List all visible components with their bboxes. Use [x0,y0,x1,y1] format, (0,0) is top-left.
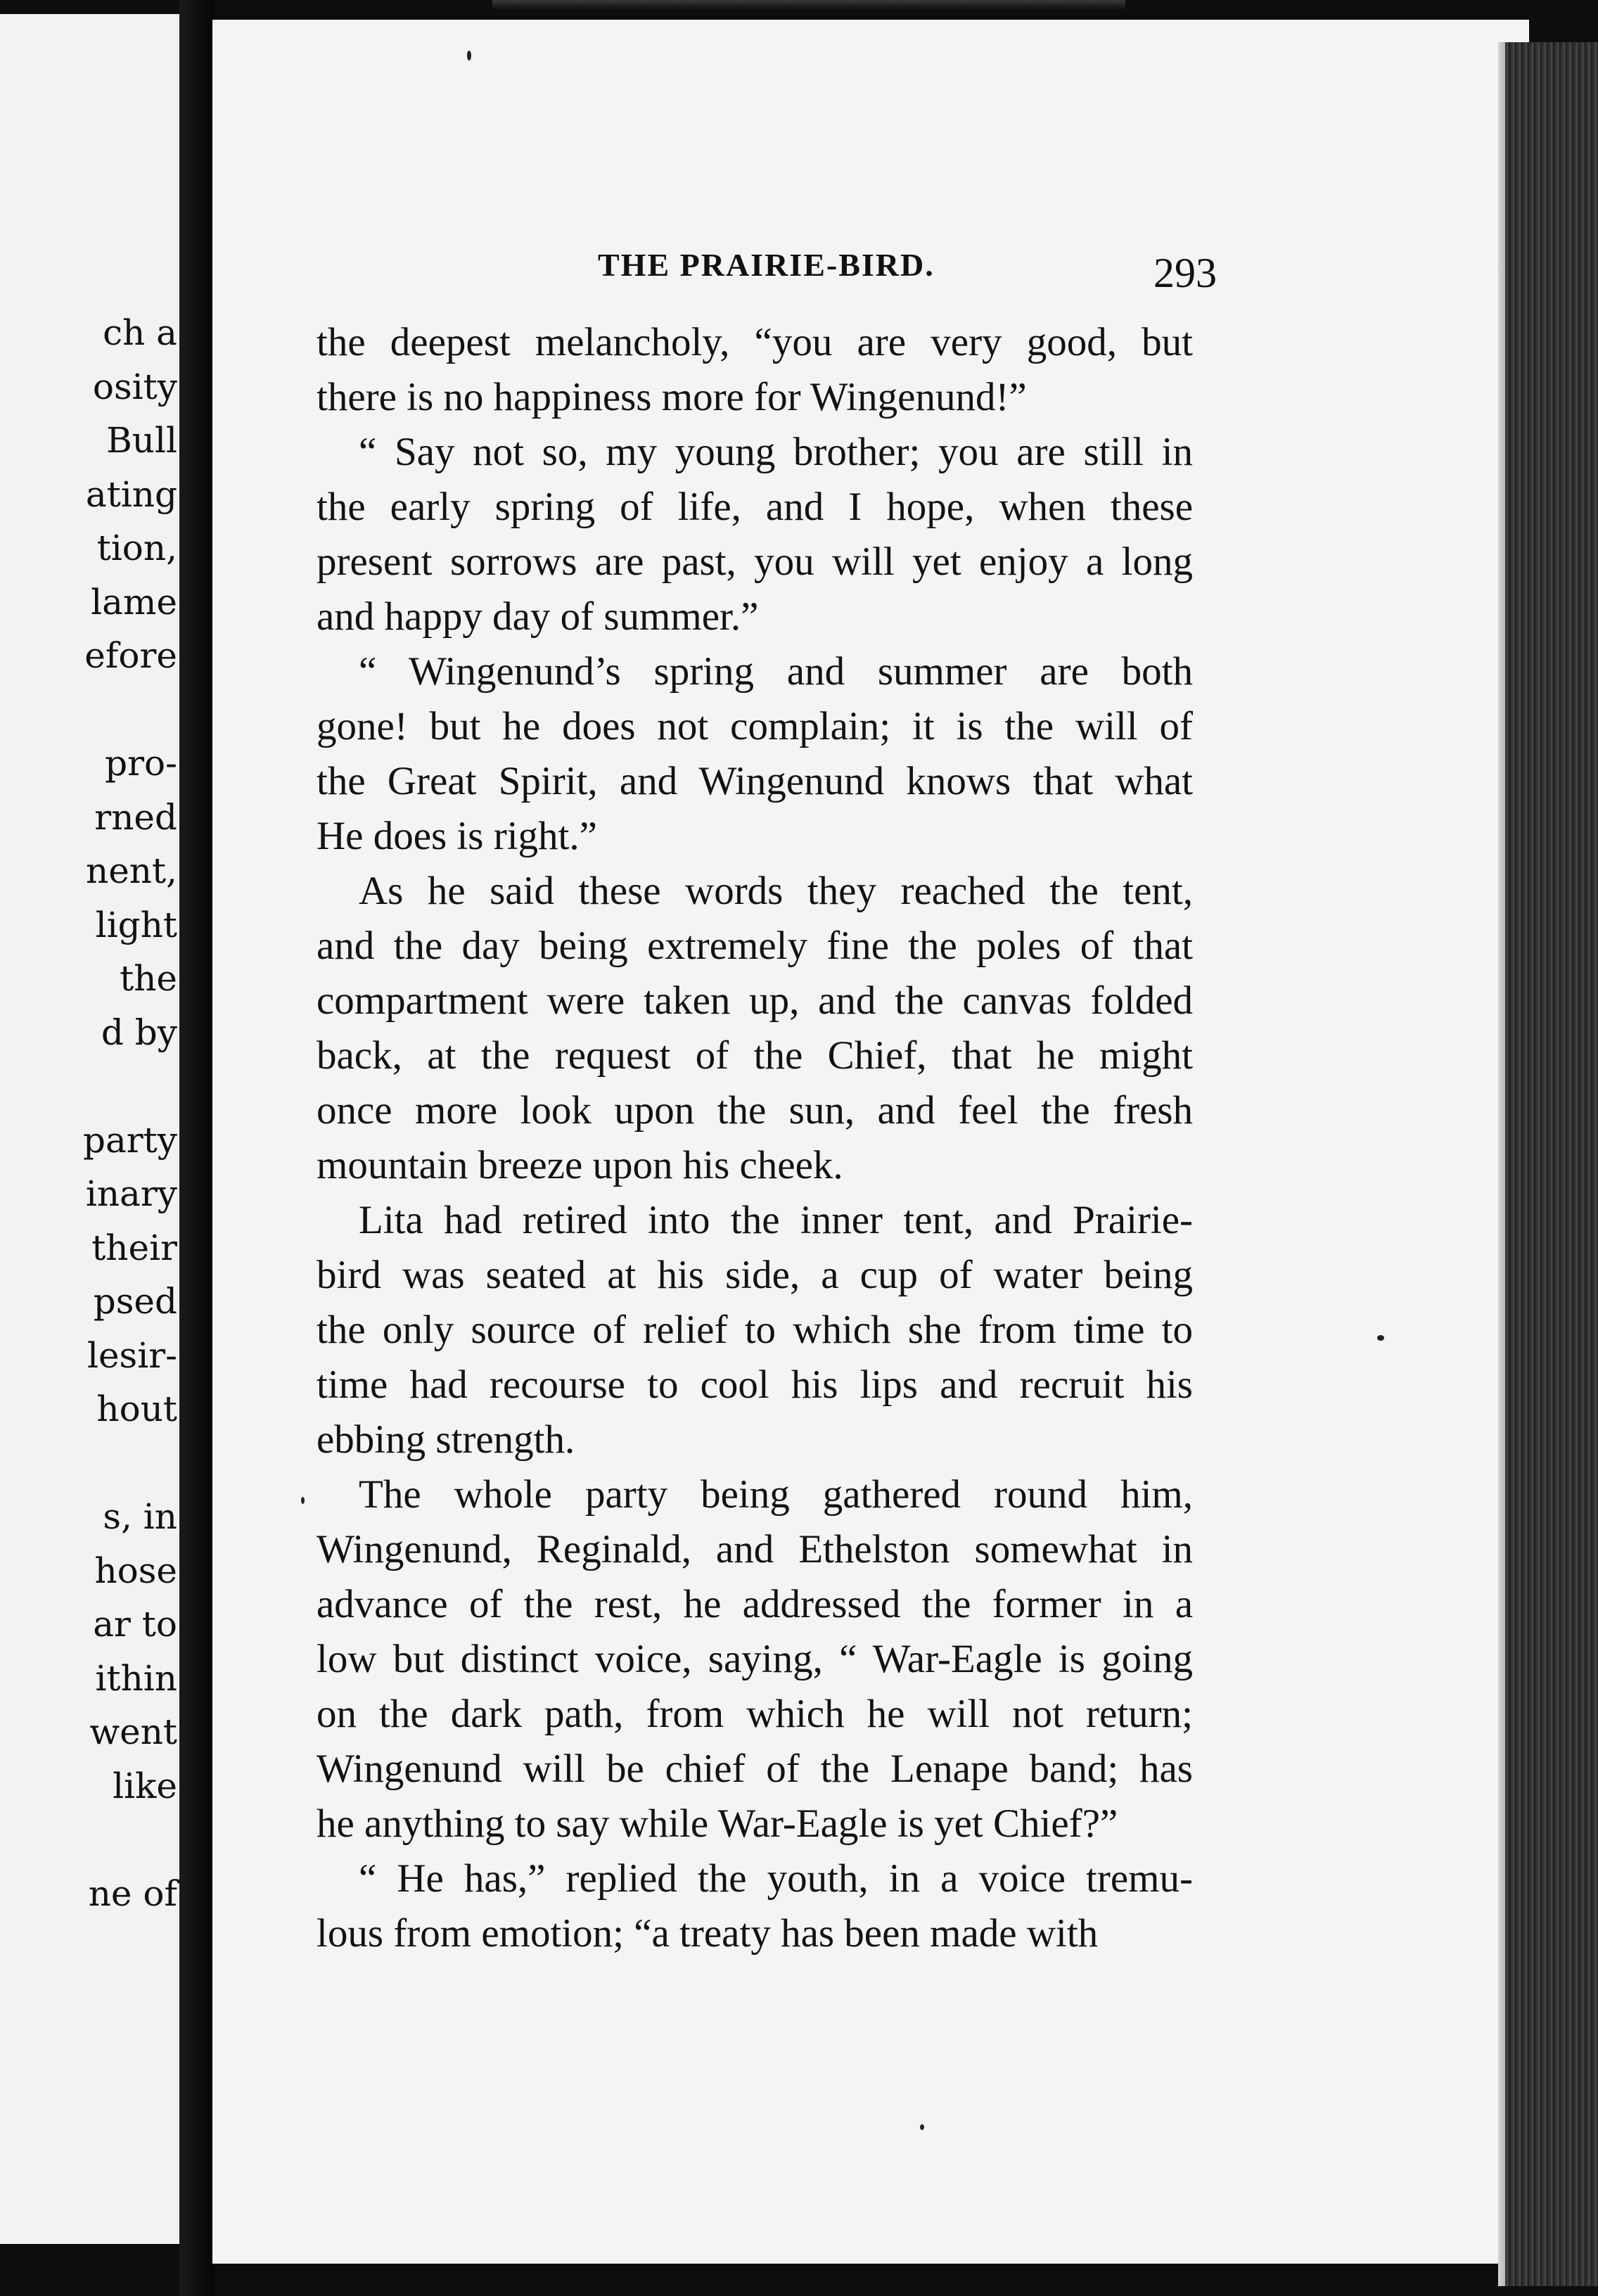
text-line: there is no happiness more for Wingenund!” [317,375,1027,419]
left-page-line: inary [85,1173,177,1214]
text-line: “ Say not so, my young brother; you are still in [359,430,1193,474]
left-page-line: hout [96,1389,177,1429]
page-number: 293 [1153,250,1217,296]
body-text [317,315,1193,1961]
text-line: ebbing strength. [317,1417,575,1462]
left-page-line: d by [101,1012,177,1053]
text-line: lous from emotion; “a treaty has been made with [317,1911,1099,1956]
left-page-line: tion, [96,528,177,568]
paragraph [317,644,1193,864]
paragraph [317,864,1193,1193]
book-page-edges [1505,42,1598,2286]
left-page-line: lesir- [87,1334,177,1376]
left-page-line: efore [84,635,177,676]
text-line: The whole party being gathered round him, [359,1472,1193,1517]
left-page-line: their [91,1227,177,1268]
left-page-line: light [95,904,177,945]
left-page-line: s, in [103,1496,177,1537]
text-line: “ Wingenund’s spring and summer are both [359,649,1193,694]
right-page [212,20,1529,2264]
ink-speck [301,1497,305,1504]
text-line: gone! but he does not complain; it is the will of [317,704,1193,748]
text-line: once more look upon the sun, and feel the fresh [317,1088,1193,1133]
text-line: he anything to say while War-Eagle is yet Chief?” [317,1801,1118,1846]
left-page-line: ch a [103,312,177,353]
text-line: As he said these words they reached the tent, [359,869,1193,913]
left-page-line: lame [91,581,177,623]
text-line: present sorrows are past, you will yet enjoy a long [317,540,1193,584]
left-page-line: hose [94,1550,177,1591]
running-title: THE PRAIRIE-BIRD. [598,247,935,283]
text-line: Wingenund, Reginald, and Ethelston somewhat in [317,1527,1193,1571]
text-line: advance of the rest, he addressed the former in a [317,1582,1193,1626]
text-line: Wingenund will be chief of the Lenape band; has [317,1747,1193,1791]
text-line: Lita had retired into the inner tent, and Prairie- [359,1198,1193,1242]
text-line: and happy day of summer.” [317,594,759,639]
paragraph [317,1467,1193,1851]
top-edge-shadow [492,0,1125,10]
left-page-line: psed [93,1281,177,1322]
left-page-line: nent, [86,850,177,891]
text-line: the Great Spirit, and Wingenund knows that what [317,759,1193,803]
left-page-line: the [120,958,177,999]
left-page-line: rned [94,796,177,838]
text-line: the early spring of life, and I hope, when these [317,485,1193,529]
text-line: bird was seated at his side, a cup of water being [317,1253,1193,1297]
paragraph [317,1851,1193,1961]
text-line: and the day being extremely fine the poles of that [317,924,1193,968]
ink-speck [920,2124,924,2130]
left-page-line: party [82,1119,177,1161]
text-line: the deepest melancholy, “you are very good, but [317,320,1193,364]
text-line: low but distinct voice, saying, “ War-Eagle is going [317,1637,1193,1681]
text-line: He does is right.” [317,814,597,858]
text-line: back, at the request of the Chief, that he might [317,1033,1193,1078]
text-line: the only source of relief to which she from time to [317,1308,1193,1352]
paragraph [317,315,1193,425]
left-page-line: ar to [93,1604,177,1645]
gutter-shadow [179,0,215,2296]
left-page-line: ne of [88,1873,177,1914]
left-page-line: osity [92,366,177,407]
ink-speck [467,51,471,60]
text-line: “ He has,” replied the youth, in a voice tremu- [359,1856,1193,1901]
text-line: compartment were taken up, and the canvas folded [317,978,1193,1023]
left-page-line: Bull [106,420,177,461]
text-line: mountain breeze upon his cheek. [317,1143,843,1187]
left-page-lines [0,14,184,2244]
left-page-line: ithin [95,1657,177,1699]
left-page-line: went [89,1711,177,1752]
left-page-line: ating [85,473,177,515]
paragraph [317,425,1193,644]
text-line: on the dark path, from which he will not return; [317,1692,1193,1736]
text-line: time had recourse to cool his lips and recruit his [317,1363,1193,1407]
left-page-line: pro- [105,743,177,784]
paragraph [317,1193,1193,1467]
left-page-line: like [113,1765,177,1806]
left-page-fragment [0,14,184,2244]
ink-speck [1377,1335,1384,1341]
